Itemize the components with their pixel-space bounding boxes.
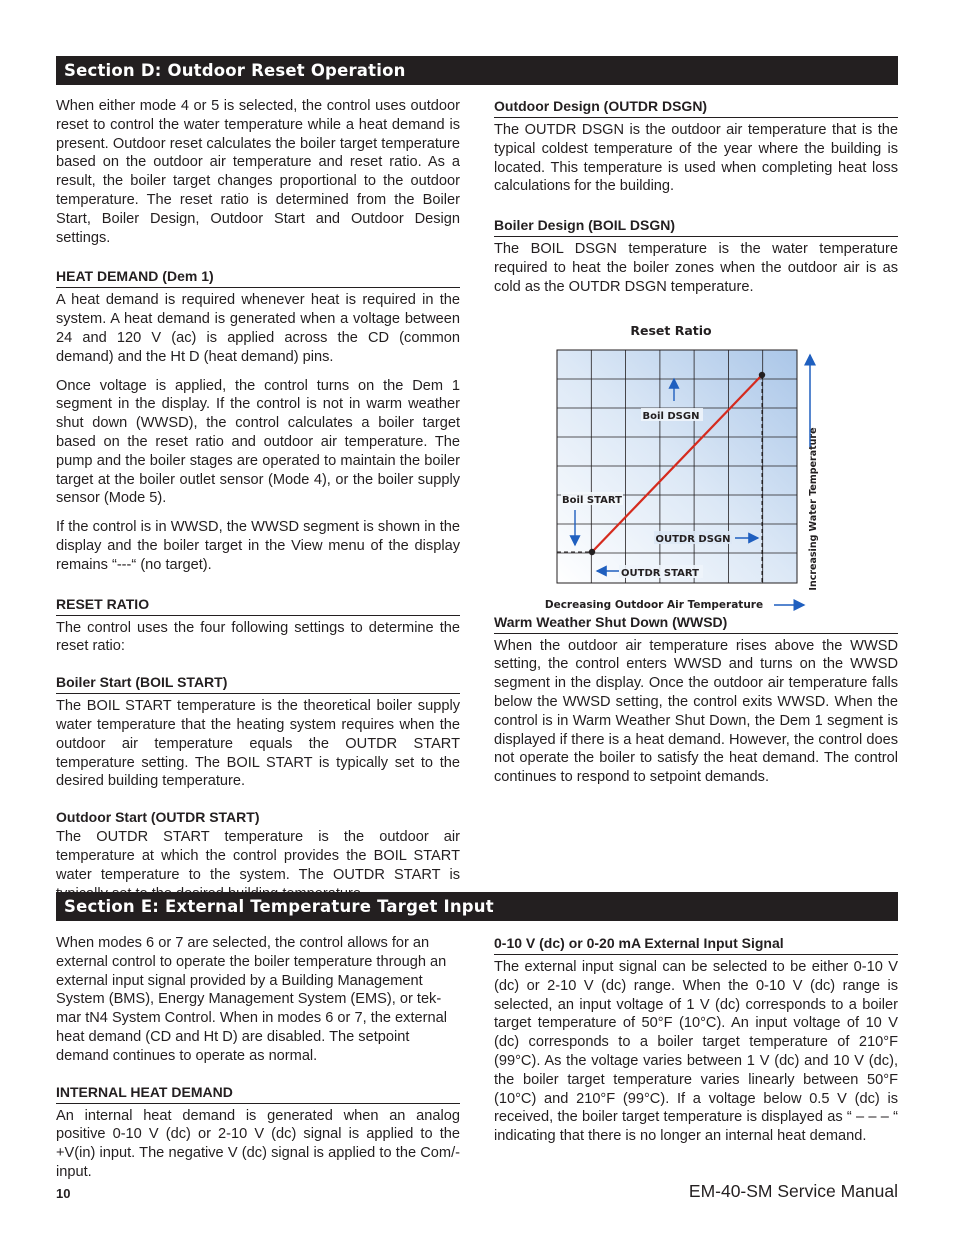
boil-dsgn-label: Boil DSGN bbox=[642, 410, 700, 422]
outdr-start-label: OUTDR START bbox=[621, 567, 699, 579]
boil-start-label: Boil START bbox=[562, 494, 622, 506]
outdr-dsgn-paragraph: The OUTDR DSGN is the outdoor air temperature that is the typical coldest temperature of the year where the building is located. This temperature is used when completing heat loss calculations for the building. bbox=[494, 122, 898, 195]
outdr-start-heading: Outdoor Start (OUTDR START) bbox=[56, 809, 260, 826]
section-e-left-column bbox=[56, 934, 460, 1182]
outdr-start-paragraph: The OUTDR START temperature is the outdoor air temperature at which the control provides the BOIL START water temperature to the system. The OUTDR START is bbox=[56, 829, 460, 883]
outdr-dsgn-heading: Outdoor Design (OUTDR DSGN) bbox=[494, 97, 898, 118]
outdr-dsgn-label: OUTDR DSGN bbox=[655, 533, 731, 545]
reset-ratio-paragraph: The control uses the four following settings to determine the reset ratio: bbox=[56, 619, 460, 655]
boil-start-paragraph: The BOIL START temperature is the theoretical boiler supply water temperature that the heating system requires when the outdoor air temperature equals the OUTDR START temperature setting. The BOIL START is typically set to the desired building temperature. bbox=[56, 698, 460, 790]
section-e-title: Section E: External Temperature Target Input bbox=[56, 892, 898, 921]
y-axis-label: Increasing Water Temperature bbox=[808, 427, 819, 591]
wwsd-paragraph: When the outdoor air temperature rises above the WWSD setting, the control enters WWSD and turns on the WWSD segment in the display. Once the outdoor air temperature falls below the WWSD setting, the control exits WWSD. When the control is in Warm Weather Shut Down, the Dem 1 segment is displayed if there is a heat demand. However, the control does not operate the boiler to satisfy the heat demand. The control continues to respond to setpoint demands. bbox=[494, 637, 898, 786]
external-input-paragraph: The external input signal can be selected to be either 0-10 V (dc) or 2-10 V (dc) range. When the 0-10 V (dc) range is selected, an input voltage of 1 V (dc) corresponds to a boiler target temperature of 50°F (10°C). An input voltage of 10 V (dc) corresponds to a boiler target temperature of 210°F (99°C). As the voltage varies between 1 V (dc) and 10 V (dc), the boiler target temperature varies linearly between 50°F (10°C) and 210°F (99°C). If a voltage below 0.5 V (dc) is received, the boiler target temperature is displayed as “ – – – “ indicating that there is no longer an internal heat demand. bbox=[494, 959, 898, 1145]
x-axis-label: Decreasing Outdoor Air Temperature bbox=[544, 598, 764, 611]
section-d-right-column bbox=[494, 97, 898, 787]
reset-ratio-diagram bbox=[494, 317, 898, 617]
wwsd-heading: Warm Weather Shut Down (WWSD) bbox=[494, 613, 898, 634]
figure-title: Reset Ratio bbox=[630, 322, 712, 338]
section-d-left-column bbox=[56, 97, 460, 903]
reset-ratio-figure bbox=[494, 317, 898, 617]
heat-demand-heading: HEAT DEMAND (Dem 1) bbox=[56, 267, 460, 288]
boil-dsgn-paragraph: The BOIL DSGN temperature is the water temperature required to heat the boiler zones when the outdoor air is as cold as the OUTDR DSGN temperature. bbox=[494, 241, 898, 295]
boil-start-point bbox=[589, 548, 595, 554]
page-number: 10 bbox=[56, 1186, 71, 1201]
section-e-intro: When modes 6 or 7 are selected, the control allows for an external control to operate the boiler temperature through an external input signal provided by a Building Management System (BMS), Energy Management System (EMS), or tek-mar tN4 System Control. When in modes 6 or 7, the external heat demand (CD and Ht D) are disabled. The setpoint demand continues to operate as normal. bbox=[56, 935, 447, 1064]
section-e-right-column bbox=[494, 934, 898, 1146]
boil-dsgn-heading: Boiler Design (BOIL DSGN) bbox=[494, 216, 898, 237]
manual-title: EM-40-SM Service Manual bbox=[688, 1181, 898, 1201]
internal-heat-demand-paragraph: An internal heat demand is generated when an analog positive 0-10 V (dc) or 2-10 V (dc) signal is applied to the +V(in) input. The negative V (dc) signal is applied to the Com/- input. bbox=[56, 1107, 460, 1180]
section-d-title: Section D: Outdoor Reset Operation bbox=[56, 56, 898, 85]
section-d-intro: When either mode 4 or 5 is selected, the control uses outdoor reset to control the water temperature while a heat demand is present. Outdoor reset calculates the boiler target temperature based on the outdoor air temperature and reset ratio. As a result, the boiler target changes proportional to the outdoor temperature. The reset ratio is determined from the Boiler Start, Boiler Design, Outdoor Start and Outdoor Design settings. bbox=[56, 98, 460, 246]
boil-start-heading: Boiler Start (BOIL START) bbox=[56, 673, 460, 694]
external-input-heading: 0-10 V (dc) or 0-20 mA External Input Signal bbox=[494, 934, 898, 955]
heat-demand-paragraph-2: Once voltage is applied, the control turns on the Dem 1 segment in the display. If the control is not in warm weather shut down (WWSD), the control calculates a boiler target based on the reset ratio and outdoor air temperature. The pump and the boiler stages are operated to maintain the boiler target at the boiler outlet sensor (Mode 4), or the boiler supply sensor (Mode 5). bbox=[56, 377, 460, 507]
boil-dsgn-point bbox=[759, 371, 765, 377]
internal-heat-demand-heading: INTERNAL HEAT DEMAND bbox=[56, 1083, 460, 1104]
plot-area bbox=[557, 350, 797, 583]
reset-ratio-heading: RESET RATIO bbox=[56, 595, 460, 616]
heat-demand-paragraph-3: If the control is in WWSD, the WWSD segment is shown in the display and the boiler target in the View menu of the display remains “---“ (no target). bbox=[56, 519, 460, 573]
heat-demand-paragraph-1: A heat demand is required whenever heat is required in the system. A heat demand is generated when a voltage between 24 and 120 V (ac) is applied across the CD (common demand) and the Ht D (heat demand) pins. bbox=[56, 292, 460, 365]
